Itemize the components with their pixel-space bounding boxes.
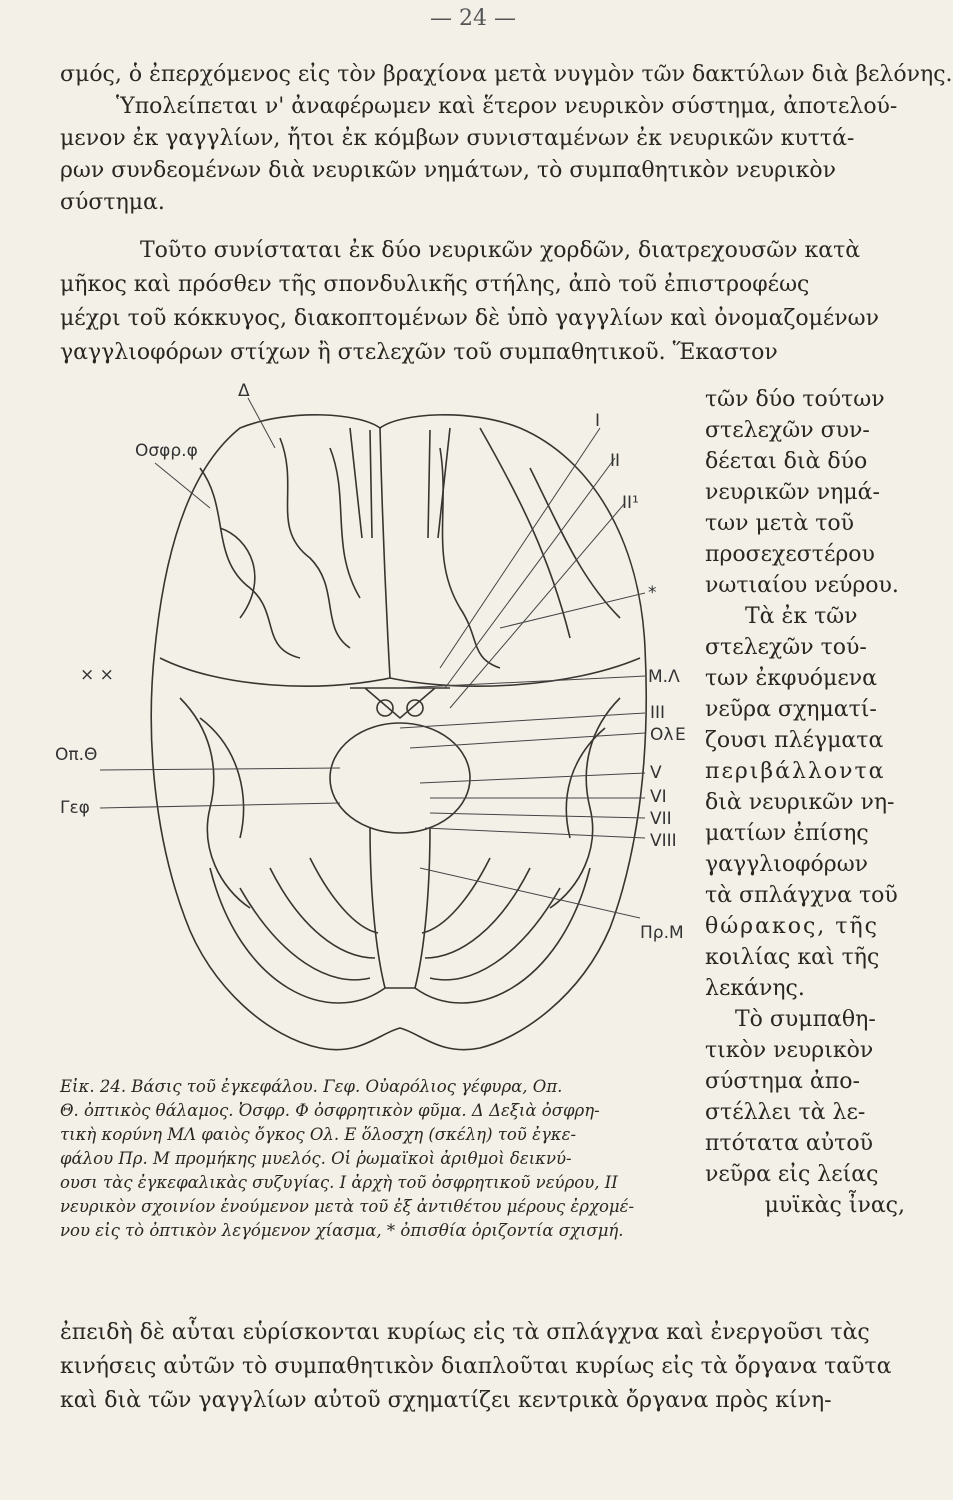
label-nerve-II: II [610,451,621,471]
text-line: σμός, ὁ ἐπερχόμενος εἰς τὸν βραχίονα μετὰ νυγμὸν τῶν δακτύλων διὰ βελόνης. [60,62,953,87]
text-line: ἐπειδὴ δὲ αὗται εὑρίσκονται κυρίως εἰς τὰ σπλάγχνα καὶ ἐνεργοῦσι τὰς [60,1320,870,1345]
brain-base-figure [55,381,700,1068]
label-E: Ε [675,725,686,745]
caption-line: τικὴ κορύνη ΜΛ φαιὸς ὄγκος Ολ. Ε ὅλοσχη (σκέλη) τοῦ ἐγκε- [60,1125,577,1144]
caption-line: ουσι τὰς ἐγκεφαλικὰς συζυγίας. Ι ἀρχὴ τοῦ ὀσφρητικοῦ νεύρου, ΙΙ [60,1173,618,1192]
text-line: των ἐκφυόμενα [705,666,877,691]
text-line: στελεχῶν συν- [705,418,870,443]
text-line: τῶν δύο τούτων [705,387,885,412]
text-line: σύστημα ἀπο- [705,1069,860,1094]
caption-line: νευρικὸν σχοινίον ἑνούμενον μετὰ τοῦ ἐξ ἀντιθέτου μέρους ἐρχομέ- [60,1197,635,1216]
label-ML: Μ.Λ [648,667,680,687]
text-line: τὰ σπλάγχνα τοῦ [705,883,898,908]
text-line: γαγγλιοφόρων στίχων ἢ στελεχῶν τοῦ συμπαθητικοῦ. Ἕκαστον [60,340,778,365]
label-optic-thalamus: Οπ.Θ [55,745,98,765]
text-line: τικὸν νευρικὸν [705,1038,874,1063]
text-line: δέεται διὰ δύο [705,449,868,474]
text-line: Ὑπολείπεται ν' ἀναφέρωμεν καὶ ἕτερον νευρικὸν σύστημα, ἀποτελού- [116,94,898,119]
label-nerve-VII: VII [650,809,672,829]
label-nerve-VIII: VIII [650,831,677,851]
text-line: σύστημα. [60,190,165,215]
label-pons: Γεφ [60,798,90,818]
text-line: στελεχῶν τού- [705,635,867,660]
label-olfactory-tuber: Οσφρ.φ [135,441,198,461]
label-Ol: Ολ [650,725,674,745]
text-line: ρων συνδεομένων διὰ νευρικῶν νημάτων, τὸ συμπαθητικὸν νευρικὸν [60,158,837,183]
label-nerve-I: I [595,411,601,431]
text-line: καὶ διὰ τῶν γαγγλίων αὐτοῦ σχηματίζει κεντρικὰ ὄργανα πρὸς κίνη- [60,1388,832,1413]
text-line: λεκάνης. [705,976,805,1001]
text-line: πτότατα αὐτοῦ [705,1131,873,1156]
text-line: μυϊκὰς ἶνας, [764,1193,905,1218]
text-line: νευρικῶν νημά- [705,480,880,505]
caption-line: Εἰκ. 24. Βάσις τοῦ ἐγκεφάλου. Γεφ. Οὐαρόλιος γέφυρα, Οπ. [60,1077,563,1096]
text-line: μῆκος καὶ πρόσθεν τῆς σπονδυλικῆς στήλης, ἀπὸ τοῦ ἐπιστροφέως [60,272,810,297]
text-line: κινήσεις αὐτῶν τὸ συμπαθητικὸν διαπλοῦται κυρίως εἰς τὰ ὄργανα ταῦτα [60,1354,892,1379]
text-line: νεῦρα σχηματί- [705,697,877,722]
text-line: των μετὰ τοῦ [705,511,854,536]
text-line: μενον ἐκ γαγγλίων, ἤτοι ἐκ κόμβων συνισταμένων ἐκ νευρικῶν κυττά- [60,126,855,151]
text-line: νωτιαίου νεύρου. [705,573,899,598]
text-line: στέλλει τὰ λε- [705,1100,866,1125]
caption-line: νου εἰς τὸ ὀπτικὸν λεγόμενον χίασμα, * ὀπισθία ὁριζοντία σχισμή. [60,1221,624,1240]
label-nerve-II1: II¹ [622,493,639,513]
label-star: * [648,583,657,603]
label-nerve-V: V [650,763,662,783]
label-nerve-VI: VI [650,787,667,807]
text-line: νεῦρα εἰς λείας [705,1162,879,1187]
text-line: περιβάλλοντα [705,759,886,784]
right-column-text [705,384,905,1221]
text-line: προσεχεστέρου [705,542,875,567]
text-line: μέχρι τοῦ κόκκυγος, διακοπτομένων δὲ ὑπὸ γαγγλίων καὶ ὀνομαζομένων [60,306,879,331]
brain-illustration [55,381,700,1068]
label-delta: Δ [238,381,250,401]
text-line: Τοῦτο συνίσταται ἐκ δύο νευρικῶν χορδῶν, διατρεχουσῶν κατὰ [140,238,861,263]
text-line: ζουσι πλέγματα [705,728,884,753]
page-number: — 24 — [430,6,516,31]
label-nerve-III: III [650,703,666,723]
text-line: Τὸ συμπαθη- [735,1007,876,1032]
text-line: κοιλίας καὶ τῆς [705,945,880,970]
label-xx: × × [80,665,114,685]
text-line: γαγγλιοφόρων [705,852,869,877]
caption-line: Θ. ὀπτικὸς θάλαμος. Ὀσφρ. Φ ὀσφρητικὸν φῦμα. Δ Δεξιὰ ὀσφρη- [60,1101,600,1120]
text-line: Τὰ ἐκ τῶν [745,604,858,629]
caption-line: φάλου Πρ. Μ προμήκης μυελός. Οἱ ῥωμαϊκοὶ ἀριθμοὶ δεικνύ- [60,1149,572,1168]
figure-caption [60,1075,690,1243]
label-medulla: Πρ.Μ [640,923,684,943]
text-line: διὰ νευρικῶν νη- [705,790,895,815]
text-line: ματίων ἐπίσης [705,821,869,846]
text-line: θώρακος, τῆς [705,914,879,939]
